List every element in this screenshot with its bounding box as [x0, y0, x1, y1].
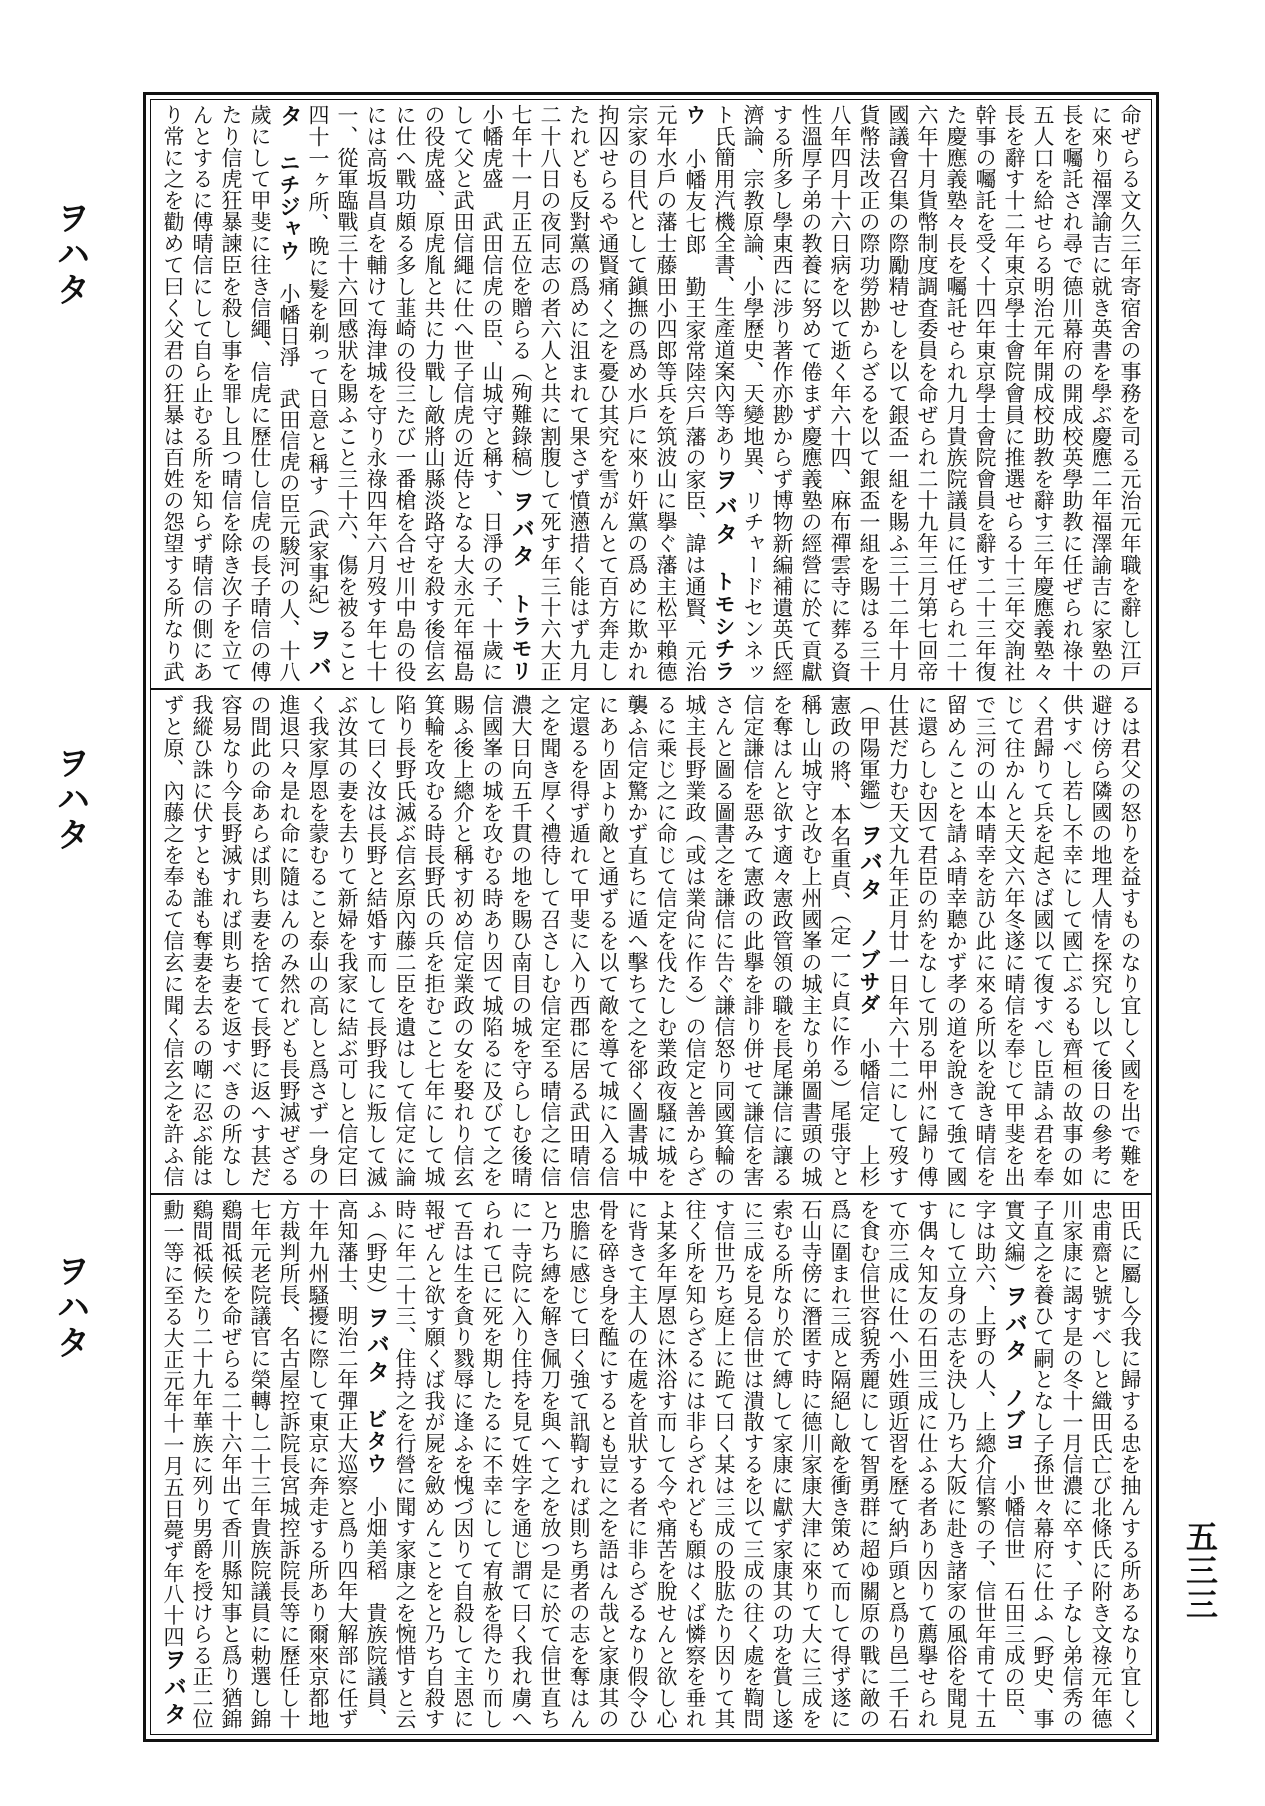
- entry-reading: ノブサダ: [857, 926, 881, 1017]
- entry-body: 小畑美稻 貴族院議員、高知藩士、明治二年彈正大巡察と爲り四年大解部に任ず十年九州騷擾に際して東京に奔走する所あり爾來京都地方裁判所長、名古屋控訴院長宮城控訴院長等に歷任し十七年元老院議官に榮轉し二十三年貴族院議員に勅選し錦鷄間祗候を命ぜらる二十六年出て香川縣知事と爲り猶錦鷄間祗候たり二十九年華族に列り男爵を授けらる正二位勳一等に至る大正元年十一月五日薨ず年八十四: [161, 1199, 388, 1729]
- entry-body: 小幡信定 上杉憲政の將、本名重貞、（定一に貞に作る）尾張守と稱し山城守と改む上州國峯の城主なり弟圖書頭の城を奪はんと欲す適々憲政管領の職を長尾謙信に讓る信定謙信を惡みて憲政の此擧を誹り併せて謙信を害さんと圖る圖書之を謙信に告ぐ謙信怒り同國箕輪の城主長野業政（或は業尙に作る）の信定と善からざるに乘じ之に命じて信定を伐たしむ業政夜騷に城を襲ふ信定驚かず直ちに遁へ擊ちて之を郤く圖書城中にあり固より敵と通ずるを以て敵を導て城に入る信定還るを得ず遁れて甲斐に入り西郡に居る武田晴信之を聞き厚く禮待して召さしむ信定至る晴信之に信濃大日向五千貫の地を賜ひ南目の城を守らしむ後晴信國峯の城を攻むる時あり因て城陷るに及びて之を賜ふ後上總介と稱す初め信定業政の女を娶れり信玄箕輪を攻むる時長野氏の兵を拒むこと七年にして城陷り長野氏滅ぶ信玄原內藤二臣を遺はして信定に論して曰く汝は長野と結婚す而して長野我に叛して滅ぶ汝其の妻を去りて新婦を我家に結ぶ可しと信定曰く我家厚恩を蒙むること泰山の高しと爲さず一身の進退只々是れ命に隨はんのみ然れども長野滅ぜざるの間此の命あらば則ち妻を捨てて長野に返へす甚だ容易なり今長野滅すれば則ち妻を返すべきの所なし我縱ひ誅に伏すとも誰も奪妻を去るの嘲に忍ぶ能はずと原、內藤之を奉ゐて信玄に聞く信玄之を許ふ信: [161, 694, 881, 1187]
- entry-body: るは君父の怒りを益すものなり宜しく國を出で難を避け傍ら隣國の地理人情を探究し以て後日の參考に供すべし若し不幸にして國亡ぶるも齊桓の故事の如く君歸りて兵を起さば國以て復すべし臣請ふ君を奉じて往かんと天文六年冬遂に晴信を奉じて甲斐を出で三河の山本晴幸を訪ひ此に來る所以を說き晴信を留めんことを請ふ晴幸聽かず孝の道を說きて強て國に還らしむ因て君臣の約をなして別る甲州に歸り傅仕甚だ力む天文九年正月廿一日年六十二にして歿す（甲陽軍鑑）: [857, 694, 1142, 1187]
- section-text: [158, 1199, 1144, 1729]
- text-section-top: [158, 104, 1144, 682]
- entry-reading: ニチジャウ: [277, 152, 301, 262]
- section-text: [158, 104, 1144, 682]
- section-divider: [150, 688, 1152, 690]
- entry-heading: ヲバタ: [508, 489, 534, 572]
- text-section-middle: [158, 694, 1144, 1187]
- entry-body: 小幡信世 石田三成の臣、字は助六、上野の人、上總介信繁の子、信世年甫て十五にして立身の志を決し乃ち大阪に赴き諸家の風俗を聞見す偶々知友の石田三成に仕ふる者あり因りて薦擧せられて亦三成に仕へ小姓頭近習を歷て納戶頭と爲り邑二千石を食む信世容貌秀麗にして智勇群に超ゆ關原の戰に敵の爲に圍まれ三成と隔絕し敵を衝き策めて而して得ず遂に石山寺傍に潛匿す時に德川家康大津に來りて大に三成を索むる所なり於て縛して家康に獻ず家康其の功を賞し遂に三成を見る信世は潰散するを以て三成の往く處を鞫問す信世乃ち庭上に跪て曰く某は三成の股肱たり因りて其往く所を知らざるには非らざれども願はくば憐察を垂れよ某多年厚恩に沐浴す而して今や痛苦を脫せんと欲し心に背きて主人の在處を首狀する者に非らざるなり假令ひ骨を碎き身を醢にするとも豈に之を語はん哉と家康其の忠膽に感じて曰く強て訊鞫すれば則ち勇者の志を奪はんと乃ち縛を解き佩刀を與へて之を放つ是に於て信世直ちに一寺院に入り住持を見て姓字を通じ謂て曰く我れ虜へられて已に死を期したるに不幸にして宥赦を得たり而して吾は生を貪り戮辱に逢ふを愧づ因りて自殺して主恩に報ぜんと欲す願くば我が屍を斂めんことをと乃ち自殺す時に年二十三、住持之を行營に聞す家康之を惋惜すと云ふ（野史）: [364, 1199, 1026, 1729]
- entry-body: 小幡日淨 武田信虎の臣元駿河の人、十八歲にして甲斐に往き信繩、信虎に歷仕し信虎の長子晴信の傅たり信虎狂暴諫臣を殺し事を罪し且つ晴信を除き次子を立てんとするに傅晴信にして自ら止むる所を知らず晴信の側にあり常に之を勸めて曰く父君の狂暴は百姓の怨望する所なり武: [161, 104, 301, 682]
- section-divider: [150, 1193, 1152, 1195]
- text-section-bottom: [158, 1199, 1144, 1729]
- page-number: 五三三: [1181, 1520, 1219, 1622]
- entry-reading: ビタウ: [364, 1407, 388, 1475]
- entry-reading: トラモリ: [509, 592, 533, 682]
- entry-heading: ヲバタ: [711, 467, 737, 550]
- entry-body: 小幡友七郎 勤王家常陸宍戶藩の家臣、諱は通賢、元治元年水戶の藩士藤田小四郎等兵を筑波山に擧ぐ藩主松平賴德宗家の目代として鎭撫の爲め水戶に來り奸黨の爲めに欺かれ拘囚せらるや通賢痛く之を憂ひ其究を雪がんとて百方奔走したれども反對黨の爲めに沮まれて果さず憤懣措く能はず九月二十八日の夜同志の者六人と共に割腹して死す年三十六大正七年十一月正五位を贈らる（殉難錄稿）: [509, 104, 707, 682]
- entry-heading: ヲバタ: [1001, 1283, 1027, 1366]
- entry-body: 田氏に屬し今我に歸する忠を抽んする所あるなり宜しく忠甫齋と號すべしと織田氏亡び北條氏に附き文祿元年德川家康に謁す是の冬十一月信濃に卒す、子なし弟信秀の子直之を養ひて嗣となし子孫世々幕府に仕ふ（野史、事實文編）: [1002, 1199, 1142, 1729]
- entry-body: 命ぜらる文久三年寄宿舍の事務を司る元治元年職を辭し江戸に來り福澤諭吉に就き英書を學ぶ慶應二年福澤諭吉に家塾の長を囑託され尋で德川幕府の開成校英學助教に任ぜられ祿十五人口を給せらる明治元年開成校助教を辭す三年慶應義塾々長を辭す十二年東京學士會院會員に推選せらる十三年交詢社幹事の囑託を受く十四年東京學士會院會員を辭す二十三年復た慶應義塾々長を囑託せられ九月貴族院議員に任ぜられ二十六年十月貨幣制度調査委員を命ぜられ二十九年三月第七回帝國議會召集の際勵精せしを以て銀盃一組を賜ふ三十二年十月貨幣法改正の際功勞尠からざるを以て銀盃一組を賜はる三十八年四月十六日病を以て逝く年六十四、麻布禪雲寺に葬る資性溫厚子弟の教養に努めて倦まず慶應義塾の經營に於て貢獻する所多し學東西に涉り著作亦尠からず博物新編補遺英氏經濟論、宗教原論、小學歷史、天變地異、リチャードセンネット氏簡用汽機全書、生產道案內等あり: [712, 104, 1142, 682]
- entry-body: 小幡虎盛 武田信虎の臣、山城守と稱す、日淨の子、十歲にして父と武田信繩に仕へ世子信虎の近侍となる大永元年福島の役虎盛、原虎胤と共に力戰し敵將山縣淡路守を殺す後信玄に仕へ戰功頗る多し韮崎の役三たび一番槍を合せ川中島の役には高坂昌貞を輔けて海津城を守り永祿四年六月歿す年七十一、從軍臨戰三十六回感狀を賜ふこと三十六、傷を被ること四十一ヶ所、晩に髮を剃って日意と稱す（武家事紀）: [306, 104, 504, 682]
- entry-heading: ヲバタ: [160, 1647, 186, 1729]
- entry-heading: ヲバタ: [276, 104, 331, 682]
- entry-reading: トモシチラウ: [683, 104, 736, 682]
- entry-heading: ヲバタ: [856, 822, 882, 905]
- running-head: ヲハタ: [50, 1253, 90, 1361]
- running-head: ヲハタ: [50, 745, 90, 853]
- entry-heading: ヲバタ: [363, 1305, 389, 1387]
- entry-reading: ノブヨ: [1002, 1386, 1026, 1454]
- section-text: [158, 694, 1144, 1187]
- running-head: ヲハタ: [50, 200, 90, 308]
